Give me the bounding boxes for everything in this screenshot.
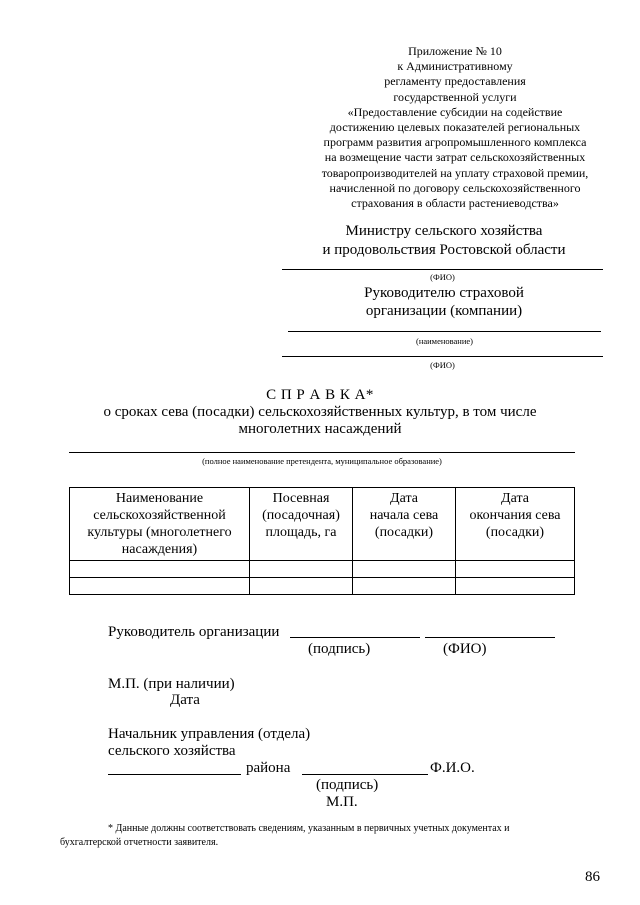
footnote-line-2: бухгалтерской отчетности заявителя.: [60, 837, 219, 848]
chief-line-2: сельского хозяйства: [108, 743, 236, 759]
header-area: Посевная (посадочная) площадь, га: [250, 488, 353, 561]
appendix-block: [300, 44, 610, 211]
name-caption: (наименование): [415, 336, 474, 346]
appendix-line: «Предоставление субсидии на содействие: [347, 104, 563, 119]
appendix-line: на возмещение части затрат сельскохозяйственных: [324, 150, 586, 165]
fio-line-2: [282, 356, 603, 357]
table-cell[interactable]: [456, 578, 575, 595]
head-sign-line: [290, 637, 420, 638]
header-start-date: Дата начала сева (посадки): [353, 488, 456, 561]
minister-line-2: и продовольствия Ростовской области: [322, 242, 566, 258]
sign-caption-2: (подпись): [316, 777, 379, 793]
fio-caption-2: (ФИО): [430, 360, 455, 370]
page-number: 86: [585, 869, 600, 885]
document-subtitle-1: о сроках сева (посадки) сельскохозяйственных культур, в том числе: [103, 404, 537, 420]
table-cell[interactable]: [250, 561, 353, 578]
table-cell[interactable]: [353, 578, 456, 595]
header-end-date: Дата окончания сева (посадки): [456, 488, 575, 561]
table-row: [70, 578, 575, 595]
chief-sign-line: [302, 774, 428, 775]
appendix-line: достижению целевых показателей региональных: [329, 120, 581, 135]
appendix-line: страхования в области растениеводства»: [351, 196, 559, 211]
appendix-line: государственной услуги: [393, 89, 517, 104]
table-row: [70, 561, 575, 578]
chief-line-1: Начальник управления (отдела): [108, 726, 311, 742]
table-cell[interactable]: [456, 561, 575, 578]
insurer-line-2: организации (компании): [365, 303, 523, 319]
appendix-line: программ развития агропромышленного комплекса: [323, 135, 587, 150]
footnote: [60, 822, 602, 848]
crops-table: [69, 487, 575, 595]
appendix-line: товаропроизводителей на уплату страховой премии,: [321, 165, 589, 180]
stamp-label-2: М.П.: [326, 794, 358, 810]
stamp-label: М.П. (при наличии): [108, 676, 235, 692]
table-cell[interactable]: [70, 561, 250, 578]
name-line: [288, 331, 601, 332]
head-fio-line: [425, 637, 555, 638]
appendix-line: Приложение № 10: [408, 44, 502, 58]
fio-caption: (ФИО): [443, 641, 487, 657]
footnote-line-1: * Данные должны соответствовать сведениям, указанным в первичных учетных документах и: [108, 823, 510, 834]
insurer-line-1: Руководителю страховой: [364, 285, 524, 301]
fio-line-1: [282, 269, 603, 270]
header-crop-name: Наименование сельскохозяйственной культуры (многолетнего насаждения): [70, 488, 250, 561]
district-label: района: [246, 760, 291, 776]
appendix-line: регламенту предоставления: [384, 74, 526, 89]
table-header-row: [70, 488, 575, 561]
table-cell[interactable]: [70, 578, 250, 595]
applicant-caption: (полное наименование претендента, муниципальное образование): [202, 456, 442, 466]
appendix-line: к Административному: [397, 59, 513, 74]
applicant-line: [69, 452, 575, 453]
table-cell[interactable]: [250, 578, 353, 595]
date-label: Дата: [170, 692, 200, 708]
document-subtitle-2: многолетних насаждений: [238, 421, 402, 437]
minister-line-1: Министру сельского хозяйства: [345, 223, 543, 239]
fio-short-label: Ф.И.О.: [430, 760, 475, 776]
head-label: Руководитель организации: [108, 624, 280, 640]
fio-caption-1: (ФИО): [430, 272, 455, 282]
sign-caption: (подпись): [308, 641, 371, 657]
appendix-line: начисленной по договору сельскохозяйственного: [329, 180, 581, 195]
district-line: [108, 774, 241, 775]
document-title: С П Р А В К А*: [266, 387, 374, 403]
table-cell[interactable]: [353, 561, 456, 578]
